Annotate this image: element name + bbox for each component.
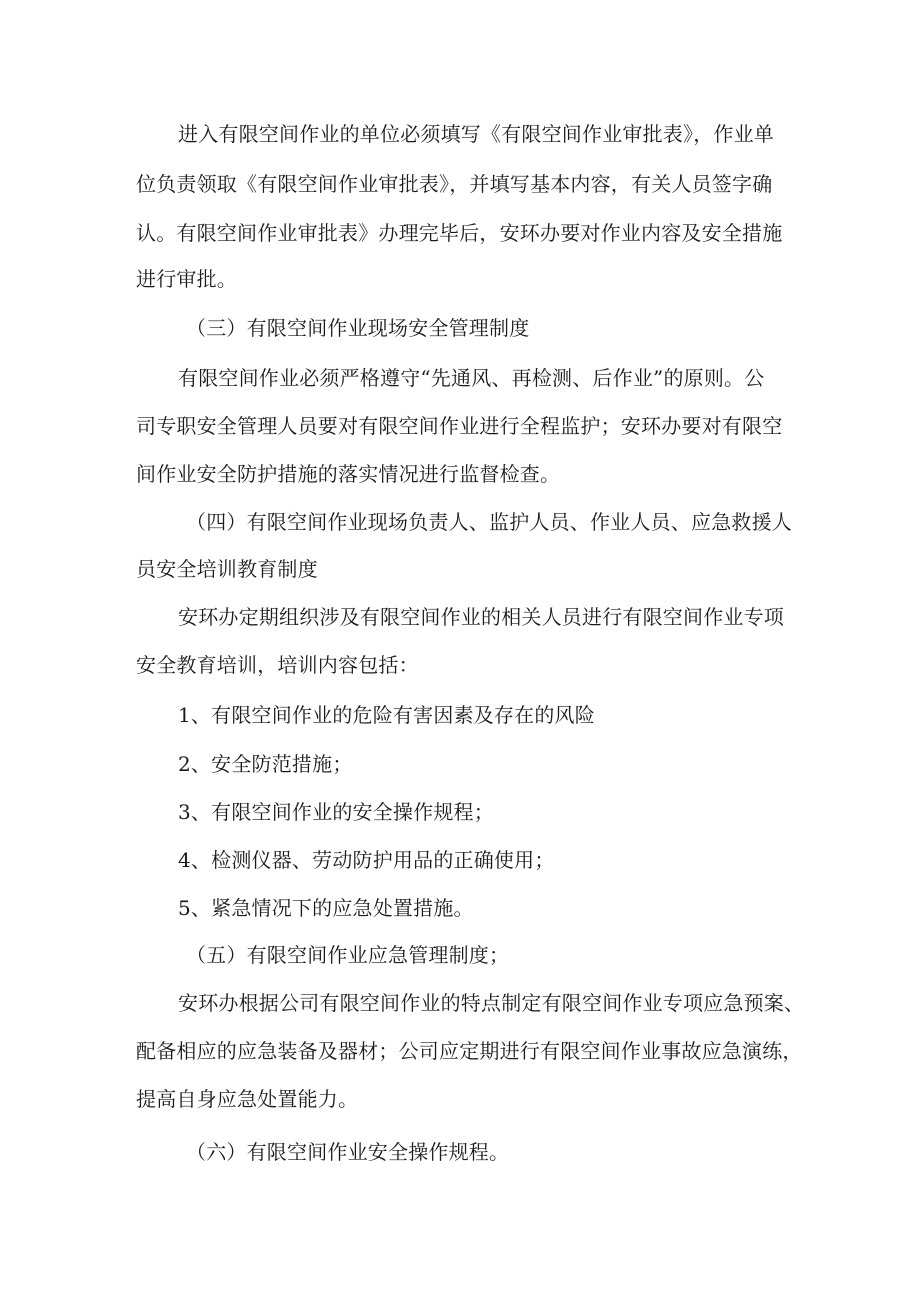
- list-item: 3、有限空间作业的安全操作规程；: [178, 800, 494, 824]
- paragraph-line: 有限空间作业必须严格遵守“先通风、再检测、后作业”的原则。公: [178, 366, 765, 390]
- paragraph-line: 进入有限空间作业的单位必须填写《有限空间作业审批表》，作业单: [178, 122, 774, 146]
- paragraph-line: 安环办根据公司有限空间作业的特点制定有限空间作业专项应急预案、: [178, 991, 805, 1015]
- list-item: 5、紧急情况下的应急处置措施。: [178, 896, 474, 920]
- paragraph-line: 位负责领取《有限空间作业审批表》，并填写基本内容，有关人员签字确: [136, 172, 773, 196]
- section-heading: （三）有限空间作业现场安全管理制度: [186, 316, 530, 340]
- paragraph-line: 进行审批。: [136, 267, 237, 291]
- paragraph-line: 间作业安全防护措施的落实情况进行监督检查。: [136, 462, 561, 486]
- paragraph-line: 配备相应的应急装备及器材；公司应定期进行有限空间作业事故应急演练，: [136, 1039, 803, 1063]
- list-item: 1、有限空间作业的危险有害因素及存在的风险: [178, 703, 595, 727]
- section-heading: （四）有限空间作业现场负责人、监护人员、作业人员、应急救援人: [186, 510, 792, 534]
- list-item: 4、检测仪器、劳动防护用品的正确使用；: [178, 848, 555, 872]
- paragraph-line: 安环办定期组织涉及有限空间作业的相关人员进行有限空间作业专项: [178, 605, 784, 629]
- section-heading: （六）有限空间作业安全操作规程。: [186, 1140, 510, 1164]
- paragraph-line: 认。有限空间作业审批表》办理完毕后，安环办要对作业内容及安全措施: [136, 221, 783, 245]
- section-heading: （五）有限空间作业应急管理制度；: [186, 943, 510, 967]
- list-item: 2、安全防范措施；: [178, 752, 353, 776]
- section-heading-continuation: 员安全培训教育制度: [136, 557, 318, 581]
- paragraph-line: 提高自身应急处置能力。: [136, 1087, 359, 1111]
- paragraph-line: 安全教育培训，培训内容包括：: [136, 653, 419, 677]
- paragraph-line: 司专职安全管理人员要对有限空间作业进行全程监护；安环办要对有限空: [136, 414, 783, 438]
